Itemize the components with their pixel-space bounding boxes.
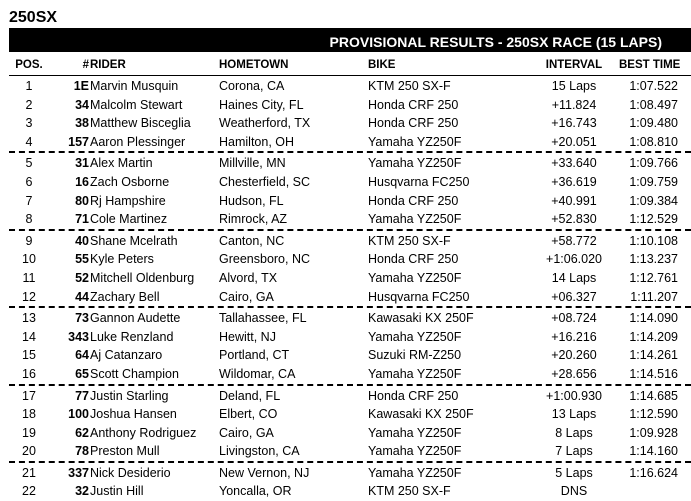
header-pos: POS. <box>15 59 43 71</box>
hometown: Cairo, GA <box>219 289 274 304</box>
position: 2 <box>25 97 33 112</box>
rider-number: 32 <box>75 484 89 499</box>
table-row <box>9 464 691 483</box>
position: 10 <box>22 252 36 267</box>
best-time: 1:09.759 <box>629 174 678 189</box>
rider-number: 1E <box>73 79 89 93</box>
table-row <box>9 133 691 152</box>
rider-number: 80 <box>75 193 89 208</box>
rider-number: 64 <box>75 348 89 363</box>
rider-name: Justin Hill <box>90 484 144 499</box>
best-time: 1:09.480 <box>629 116 678 131</box>
hometown: Greensboro, NC <box>219 252 311 267</box>
rider-name: Kyle Peters <box>90 252 154 267</box>
interval: +06.327 <box>551 289 597 304</box>
hometown: Hewitt, NJ <box>219 329 276 344</box>
interval: +36.619 <box>551 174 597 189</box>
interval: +28.656 <box>551 366 597 381</box>
rider-number: 55 <box>75 252 89 267</box>
interval: 13 Laps <box>551 407 597 422</box>
rider-number: 16 <box>75 174 89 189</box>
table-row <box>9 387 691 406</box>
rider-name: Joshua Hansen <box>90 407 177 422</box>
result-group <box>9 151 691 228</box>
rider-name: Aj Catanzaro <box>90 348 163 363</box>
interval: +16.216 <box>551 329 597 344</box>
best-time: 1:14.090 <box>629 311 678 326</box>
table-row <box>9 442 691 461</box>
position: 19 <box>22 425 36 440</box>
best-time: 1:07.522 <box>629 79 678 93</box>
best-time: 1:09.384 <box>629 193 678 208</box>
result-group <box>9 229 691 306</box>
bike: Yamaha YZ250F <box>368 212 462 227</box>
rider-name: Alex Martin <box>90 156 153 171</box>
table-row <box>9 192 691 211</box>
rider-number: 73 <box>75 311 89 326</box>
rider-number: 78 <box>75 444 89 459</box>
rider-name: Gannon Audette <box>90 311 181 326</box>
position: 4 <box>25 134 33 149</box>
table-row <box>9 232 691 251</box>
position: 17 <box>22 388 36 403</box>
bike: Yamaha YZ250F <box>368 366 462 381</box>
table-row <box>9 328 691 347</box>
position: 11 <box>22 270 36 285</box>
hometown: Hamilton, OH <box>219 134 295 149</box>
rider-number: 44 <box>75 289 89 304</box>
bike: Yamaha YZ250F <box>368 425 462 440</box>
hometown: Millville, MN <box>219 156 286 171</box>
interval: +52.830 <box>551 212 597 227</box>
best-time: 1:08.497 <box>629 97 678 112</box>
interval: +11.824 <box>551 97 597 112</box>
rider-name: Nick Desiderio <box>90 465 171 480</box>
hometown: Livingston, CA <box>219 444 300 459</box>
hometown: Tallahassee, FL <box>219 311 307 326</box>
results-banner: PROVISIONAL RESULTS - 250SX RACE (15 LAPS) <box>9 28 691 52</box>
best-time: 1:13.237 <box>629 252 678 267</box>
hometown: Chesterfield, SC <box>219 174 311 189</box>
rider-name: Malcolm Stewart <box>90 97 183 112</box>
bike: Yamaha YZ250F <box>368 156 462 171</box>
bike: Kawasaki KX 250F <box>368 311 474 326</box>
table-row <box>9 154 691 173</box>
interval: +20.051 <box>551 134 597 149</box>
bike: Kawasaki KX 250F <box>368 407 474 422</box>
hometown: Portland, CT <box>219 348 290 363</box>
position: 22 <box>22 484 36 499</box>
bike: Honda CRF 250 <box>368 116 459 131</box>
hometown: Wildomar, CA <box>219 366 296 381</box>
table-row <box>9 309 691 328</box>
position: 3 <box>25 116 33 131</box>
position: 9 <box>25 233 33 248</box>
result-group <box>9 77 691 151</box>
result-group <box>9 461 691 501</box>
table-row <box>9 269 691 288</box>
bike: KTM 250 SX-F <box>368 484 451 499</box>
rider-name: Mitchell Oldenburg <box>90 270 195 285</box>
interval: +08.724 <box>551 311 597 326</box>
table-row <box>9 424 691 443</box>
interval: +1:06.020 <box>546 252 602 267</box>
interval: 5 Laps <box>555 465 593 480</box>
bike: Husqvarna FC250 <box>368 289 470 304</box>
best-time: 1:12.590 <box>629 407 678 422</box>
rider-number: 38 <box>75 116 89 131</box>
position: 16 <box>22 366 36 381</box>
best-time: 1:12.529 <box>629 212 678 227</box>
position: 7 <box>25 193 33 208</box>
best-time: 1:08.810 <box>629 134 678 149</box>
bike: Yamaha YZ250F <box>368 444 462 459</box>
hometown: Hudson, FL <box>219 193 284 208</box>
bike: Honda CRF 250 <box>368 97 459 112</box>
hometown: Haines City, FL <box>219 97 304 112</box>
table-row <box>9 482 691 501</box>
rider-number: 77 <box>75 388 89 403</box>
table-row <box>9 114 691 133</box>
position: 1 <box>25 79 33 93</box>
interval: +58.772 <box>551 233 597 248</box>
position: 12 <box>22 289 36 304</box>
table-row <box>9 365 691 384</box>
interval: +33.640 <box>551 156 597 171</box>
hometown: Weatherford, TX <box>219 116 311 131</box>
hometown: Elbert, CO <box>219 407 278 422</box>
best-time: 1:14.160 <box>629 444 678 459</box>
table-row <box>9 250 691 269</box>
bike: Yamaha YZ250F <box>368 270 462 285</box>
table-row <box>9 288 691 307</box>
hometown: Cairo, GA <box>219 425 274 440</box>
rider-number: 40 <box>75 233 89 248</box>
rider-name: Aaron Plessinger <box>90 134 186 149</box>
rider-number: 65 <box>75 366 89 381</box>
hometown: Yoncalla, OR <box>219 484 292 499</box>
table-row <box>9 346 691 365</box>
rider-name: Justin Starling <box>90 388 169 403</box>
result-group <box>9 306 691 383</box>
position: 15 <box>22 348 36 363</box>
position: 5 <box>25 156 33 171</box>
table-row <box>9 77 691 96</box>
best-time: 1:09.766 <box>629 156 678 171</box>
best-time: 1:14.685 <box>629 388 678 403</box>
table-header <box>9 56 691 76</box>
best-time: 1:14.261 <box>629 348 678 363</box>
best-time: 1:09.928 <box>629 425 678 440</box>
bike: Yamaha YZ250F <box>368 134 462 149</box>
rider-name: Preston Mull <box>90 444 160 459</box>
position: 14 <box>22 329 36 344</box>
header-bike: BIKE <box>368 59 396 71</box>
rider-number: 34 <box>75 97 89 112</box>
interval: 15 Laps <box>551 79 597 93</box>
page-title: 250SX <box>9 9 58 26</box>
bike: Yamaha YZ250F <box>368 465 462 480</box>
best-time: 1:10.108 <box>629 233 678 248</box>
position: 13 <box>22 311 36 326</box>
interval: 8 Laps <box>555 425 593 440</box>
hometown: Corona, CA <box>219 79 285 93</box>
hometown: Rimrock, AZ <box>219 212 288 227</box>
bike: KTM 250 SX-F <box>368 233 451 248</box>
table-row <box>9 405 691 424</box>
best-time: 1:16.624 <box>629 465 678 480</box>
bike: Suzuki RM-Z250 <box>368 348 462 363</box>
position: 6 <box>25 174 33 189</box>
rider-number: 337 <box>68 465 89 480</box>
hometown: Canton, NC <box>219 233 285 248</box>
rider-name: Matthew Bisceglia <box>90 116 191 131</box>
bike: Yamaha YZ250F <box>368 329 462 344</box>
interval: +20.260 <box>551 348 597 363</box>
hometown: Alvord, TX <box>219 270 278 285</box>
rider-name: Anthony Rodriguez <box>90 425 197 440</box>
position: 8 <box>25 212 33 227</box>
best-time: 1:12.761 <box>629 270 678 285</box>
position: 18 <box>22 407 36 422</box>
table-row <box>9 210 691 229</box>
rider-number: 100 <box>68 407 89 422</box>
interval: +16.743 <box>551 116 597 131</box>
rider-name: Scott Champion <box>90 366 179 381</box>
interval: +1:00.930 <box>546 388 602 403</box>
interval: 14 Laps <box>551 270 597 285</box>
rider-number: 52 <box>75 270 89 285</box>
position: 20 <box>22 444 36 459</box>
rider-name: Rj Hampshire <box>90 193 166 208</box>
table-row <box>9 173 691 192</box>
rider-name: Marvin Musquin <box>90 79 179 93</box>
rider-name: Zachary Bell <box>90 289 160 304</box>
bike: Honda CRF 250 <box>368 252 459 267</box>
header-hometown: HOMETOWN <box>219 59 289 71</box>
best-time: 1:14.516 <box>629 366 678 381</box>
interval: 7 Laps <box>555 444 593 459</box>
best-time: 1:11.207 <box>630 289 678 304</box>
bike: Honda CRF 250 <box>368 388 459 403</box>
position: 21 <box>22 465 36 480</box>
hometown: New Vernon, NJ <box>219 465 310 480</box>
interval: DNS <box>560 484 588 499</box>
bike: Honda CRF 250 <box>368 193 459 208</box>
rider-number: 343 <box>68 329 89 344</box>
interval: +40.991 <box>551 193 597 208</box>
best-time: 1:14.209 <box>629 329 678 344</box>
bike: Husqvarna FC250 <box>368 174 470 189</box>
rider-number: 62 <box>75 425 89 440</box>
header-best-time: BEST TIME <box>619 59 681 71</box>
rider-name: Shane Mcelrath <box>90 233 178 248</box>
rider-number: 71 <box>75 212 89 227</box>
header-rider: RIDER <box>90 59 126 71</box>
rider-name: Luke Renzland <box>90 329 174 344</box>
rider-number: 157 <box>68 134 89 149</box>
results-table <box>9 77 691 501</box>
table-row <box>9 96 691 115</box>
rider-name: Zach Osborne <box>90 174 170 189</box>
header-interval: INTERVAL <box>545 59 603 71</box>
result-group <box>9 384 691 461</box>
header-num: # <box>82 59 89 71</box>
hometown: Deland, FL <box>219 388 281 403</box>
rider-name: Cole Martinez <box>90 212 168 227</box>
bike: KTM 250 SX-F <box>368 79 451 93</box>
rider-number: 31 <box>75 156 89 171</box>
